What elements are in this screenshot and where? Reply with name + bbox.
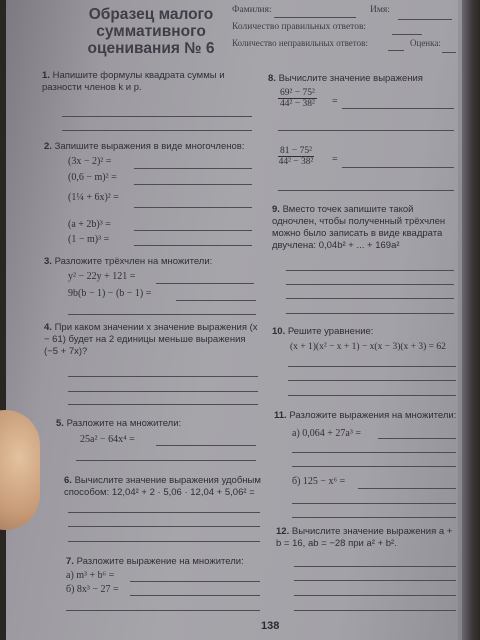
question-8-text: Вычислите значение выражения [278, 73, 423, 84]
name-label: Имя: [370, 5, 390, 15]
question-9 [272, 204, 458, 252]
answer-line[interactable] [66, 610, 260, 611]
answer-line[interactable] [292, 466, 456, 467]
incorrect-count-line[interactable] [388, 50, 404, 51]
q2-item-3: (1¼ + 6x)² = [68, 192, 119, 203]
answer-line[interactable] [292, 503, 456, 504]
answer-line[interactable] [68, 404, 258, 405]
answer-line[interactable] [288, 395, 456, 396]
fraction-denominator: 44² − 38² [280, 99, 315, 109]
question-4-number: 4. [44, 322, 52, 333]
question-5-text: Разложите на множители: [66, 418, 182, 429]
q7-item-a: а) m³ + b⁶ = [66, 570, 115, 581]
question-2-number: 2. [44, 141, 52, 152]
answer-line[interactable] [130, 595, 260, 596]
question-10-text: Решите уравнение: [287, 326, 374, 337]
title-line-1: Образец малого [88, 6, 214, 23]
q3-item-1: y² − 22y + 121 = [68, 271, 136, 282]
question-10 [272, 326, 458, 338]
name-line[interactable] [398, 19, 452, 20]
answer-line[interactable] [294, 566, 456, 567]
answer-line[interactable] [68, 314, 256, 315]
answer-line[interactable] [176, 300, 256, 301]
answer-line[interactable] [134, 245, 252, 246]
fraction-denominator: 44² − 38² [278, 157, 314, 167]
answer-line[interactable] [286, 284, 454, 285]
question-9-number: 9. [272, 204, 280, 215]
question-3 [44, 256, 274, 268]
title-line-2: суммативного [96, 23, 206, 40]
grade-line[interactable] [442, 52, 456, 53]
question-11-text: Разложите выражения на множители: [289, 410, 457, 421]
answer-line[interactable] [378, 438, 456, 439]
answer-line[interactable] [278, 190, 454, 191]
book-spine-shadow [462, 0, 480, 640]
answer-line[interactable] [278, 130, 454, 131]
answer-line[interactable] [342, 167, 454, 168]
answer-line[interactable] [68, 541, 260, 542]
answer-line[interactable] [294, 595, 456, 596]
question-8 [268, 73, 468, 85]
fraction-numerator: 81 − 75² [280, 146, 312, 156]
question-6 [64, 475, 274, 499]
question-1 [42, 70, 252, 94]
question-12-text: Вычислите значение выражения a + b = 16, ab = −28 при a² + b². [276, 526, 453, 549]
thumb-holding-page [0, 410, 40, 530]
question-11-number: 11. [274, 410, 287, 421]
question-9-text: Вместо точек запишите такой одночлен, чтобы полученный трёхчлен можно было записать в виде квадрата двучлена: 0,04b² + ... + 169a² [272, 204, 446, 251]
question-1-text: Напишите формулы квадрата суммы и разности членов k и p. [42, 70, 225, 93]
answer-line[interactable] [288, 380, 456, 381]
q2-item-2: (0,6 − m)² = [68, 172, 117, 183]
question-4-text: При каком значении x значение выражения (x − 61) будет на 2 единицы меньше выражения (−5 + 7x)? [44, 322, 258, 357]
q8-fraction-2 [278, 146, 314, 167]
answer-line[interactable] [134, 230, 252, 231]
q11-item-b: б) 125 − x⁶ = [292, 476, 346, 487]
worksheet-title [76, 6, 226, 57]
question-3-text: Разложите трёхчлен на множители: [54, 256, 213, 267]
q7-item-b: б) 8x³ − 27 = [66, 584, 119, 595]
question-5-number: 5. [56, 418, 64, 429]
grade-label: Оценка: [410, 38, 441, 48]
question-2-text: Запишите выражения в виде многочленов: [54, 141, 245, 152]
answer-line[interactable] [134, 184, 252, 185]
question-2 [44, 141, 274, 153]
q2-item-1: (3x − 2)² = [68, 156, 112, 167]
question-4 [44, 322, 259, 358]
question-12 [276, 526, 456, 550]
correct-count-label: Количество правильных ответов: [232, 22, 367, 32]
question-11 [274, 410, 470, 422]
equals-sign: = [332, 154, 338, 165]
answer-line[interactable] [134, 207, 252, 208]
question-3-number: 3. [44, 256, 52, 267]
answer-line[interactable] [62, 130, 252, 131]
question-7-text: Разложите выражение на множители: [76, 556, 244, 567]
q11-item-a: а) 0,064 + 27a³ = [292, 428, 361, 439]
answer-line[interactable] [68, 391, 258, 392]
q2-item-5: (1 − m)³ = [68, 234, 110, 245]
answer-line[interactable] [68, 512, 260, 513]
fraction-numerator: 69² − 75² [280, 88, 315, 98]
question-6-number: 6. [64, 475, 72, 486]
answer-line[interactable] [68, 376, 258, 377]
q10-equation: (x + 1)(x² − x + 1) − x(x − 3)(x + 3) = 62 [290, 342, 446, 352]
q8-fraction-1 [278, 88, 317, 109]
answer-line[interactable] [130, 581, 260, 582]
answer-line[interactable] [156, 445, 256, 446]
workbook-page [6, 0, 480, 640]
q3-item-2: 9b(b − 1) − (b − 1) = [68, 288, 152, 299]
answer-line[interactable] [286, 313, 454, 314]
question-7 [66, 556, 276, 568]
answer-line[interactable] [76, 460, 256, 461]
equals-sign: = [332, 96, 338, 107]
question-5 [56, 418, 256, 430]
title-line-3: оценивания № 6 [87, 40, 215, 57]
question-6-text: Вычислите значение выражения удобным способом: 12,04² + 2 · 5,06 · 12,04 + 5,06² = [64, 475, 261, 498]
incorrect-count-label: Количество неправильных ответов: [232, 38, 368, 48]
q2-item-4: (a + 2b)³ = [68, 219, 111, 230]
question-8-number: 8. [268, 73, 276, 84]
answer-line[interactable] [294, 580, 456, 581]
question-1-number: 1. [42, 70, 50, 81]
correct-count-line[interactable] [392, 34, 422, 35]
answer-line[interactable] [358, 488, 456, 489]
surname-line[interactable] [274, 17, 356, 18]
answer-line[interactable] [342, 108, 454, 109]
answer-line[interactable] [292, 452, 456, 453]
page-number: 138 [261, 620, 280, 632]
surname-label: Фамилия: [232, 5, 272, 15]
question-7-number: 7. [66, 556, 74, 567]
answer-line[interactable] [294, 610, 456, 611]
answer-line[interactable] [286, 298, 454, 299]
q5-item: 25a² − 64x⁴ = [80, 434, 135, 445]
answer-line[interactable] [68, 526, 260, 527]
answer-line[interactable] [134, 168, 252, 169]
answer-line[interactable] [62, 116, 252, 117]
answer-line[interactable] [292, 517, 456, 518]
answer-line[interactable] [288, 366, 456, 367]
answer-line[interactable] [156, 283, 254, 284]
question-12-number: 12. [276, 526, 290, 537]
question-10-number: 10. [272, 326, 286, 337]
answer-line[interactable] [286, 270, 454, 271]
